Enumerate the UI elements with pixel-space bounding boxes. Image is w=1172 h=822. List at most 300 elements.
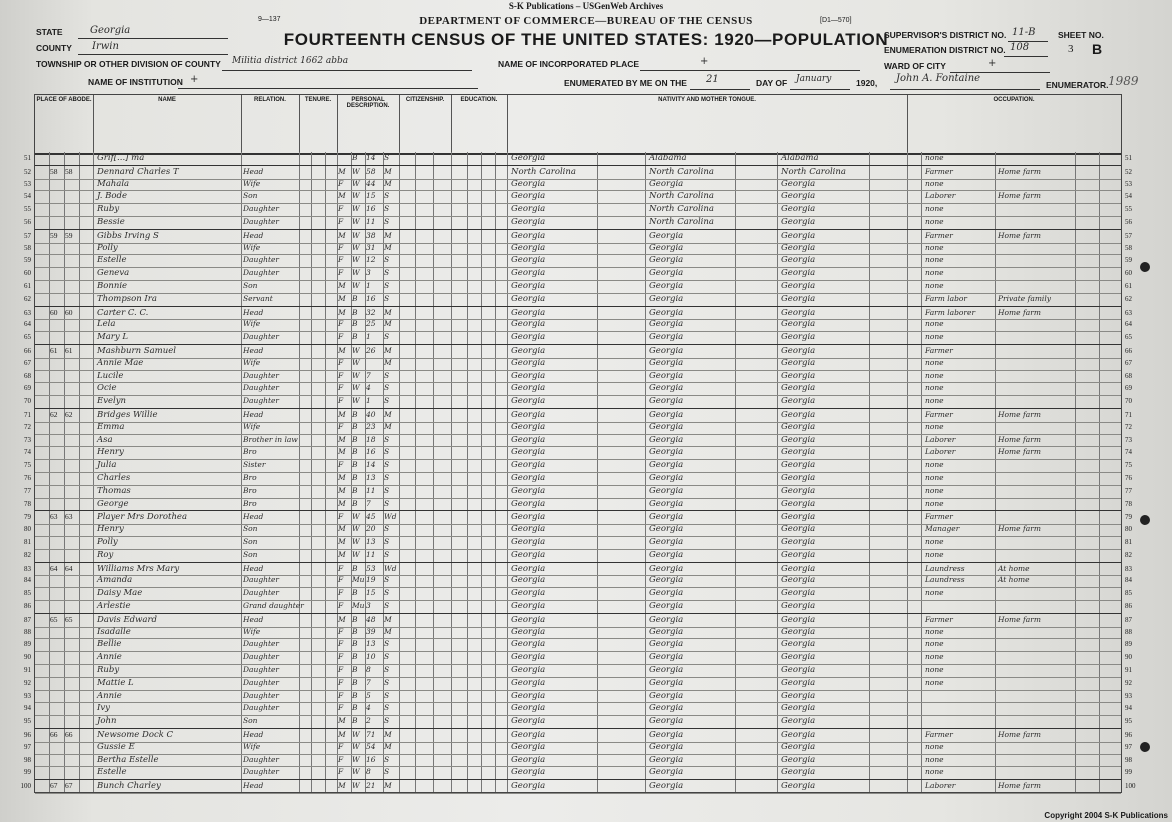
cell-age: 13 — [366, 639, 376, 649]
cell-born: Georgia — [511, 307, 546, 318]
cell-race: B — [352, 677, 358, 687]
header-citizenship: CITIZENSHIP. — [399, 95, 452, 153]
line-number-right: 90 — [1125, 653, 1132, 662]
table-row — [24, 331, 1132, 345]
cell-dw — [50, 741, 64, 753]
line-number-right: 98 — [1125, 755, 1132, 764]
cell-ms: S — [384, 370, 390, 380]
cell-born: Georgia — [511, 421, 546, 432]
cell-fborn: Georgia — [649, 498, 684, 509]
cell-rel: Head — [243, 166, 264, 176]
cell-fborn: Georgia — [649, 614, 684, 625]
cell-fam — [65, 536, 79, 548]
cell-name: Grif[...] ma — [97, 153, 145, 163]
cell-ind — [998, 357, 1074, 369]
incorporated-label: NAME OF INCORPORATED PLACE — [498, 59, 640, 69]
side-note: 1989 — [1108, 74, 1139, 88]
table-row — [24, 626, 1132, 640]
cell-sex: M — [338, 716, 346, 726]
line-number: 98 — [24, 755, 31, 764]
line-number-right: 77 — [1125, 486, 1132, 495]
cell-ms: S — [384, 677, 390, 687]
line-number-right: 52 — [1125, 167, 1132, 176]
cell-fam — [65, 203, 79, 215]
cell-name: Bridges Willie — [97, 410, 158, 420]
cell-name: Polly — [97, 537, 118, 547]
cell-rel: Head — [243, 512, 264, 522]
cell-dw — [50, 485, 64, 497]
cell-name: Ruby — [97, 204, 120, 215]
cell-name: Estelle — [97, 255, 127, 266]
cell-born: Georgia — [511, 524, 546, 535]
cell-age: 7 — [366, 370, 371, 380]
cell-mborn: Georgia — [781, 230, 816, 241]
cell-race: B — [352, 447, 358, 457]
cell-ms: S — [384, 639, 390, 649]
header-tenure: TENURE. — [299, 95, 338, 153]
cell-rel: Brother in law — [243, 434, 298, 444]
cell-ind — [998, 382, 1074, 394]
cell-fam — [65, 715, 79, 727]
cell-fborn: Georgia — [649, 242, 684, 253]
cell-mborn: Georgia — [781, 754, 816, 765]
cell-name: Henry — [97, 524, 124, 535]
cell-rel: Daughter — [243, 754, 279, 764]
line-number: 53 — [24, 179, 31, 188]
cell-ms: S — [384, 767, 390, 777]
cell-name: Player Mrs Dorothea — [97, 512, 188, 523]
line-number-right: 86 — [1125, 602, 1132, 610]
cell-fborn: Georgia — [649, 767, 684, 778]
cell-fborn: Georgia — [649, 421, 684, 432]
cell-ind — [998, 549, 1074, 561]
cell-born: Georgia — [511, 485, 546, 496]
cell-fam: 66 — [65, 730, 73, 739]
line-number: 65 — [24, 333, 31, 342]
cell-born: Georgia — [511, 153, 546, 163]
cell-rel: Daughter — [243, 652, 279, 662]
line-number-right: 99 — [1125, 768, 1132, 777]
cell-ind — [998, 254, 1074, 266]
cell-dw — [50, 664, 64, 676]
cell-occ: none — [925, 473, 944, 482]
table-row — [24, 690, 1132, 704]
cell-fborn: Georgia — [649, 741, 684, 752]
cell-occ: Farmer — [925, 730, 953, 739]
cell-ms: S — [384, 524, 390, 534]
cell-mborn: Georgia — [781, 460, 816, 471]
cell-born: Georgia — [511, 434, 546, 445]
cell-age: 16 — [366, 293, 376, 303]
cell-race: W — [352, 383, 360, 393]
cell-rel: Head — [243, 230, 264, 240]
cell-race: B — [352, 614, 358, 624]
cell-ms: S — [384, 293, 390, 303]
cell-born: Georgia — [511, 268, 546, 279]
cell-rel: Servant — [243, 293, 273, 303]
ward-label: WARD OF CITY — [884, 61, 946, 71]
cell-ms: S — [384, 153, 390, 162]
line-number-right: 83 — [1125, 564, 1132, 573]
cell-occ: Laborer — [925, 447, 956, 457]
cell-dw — [50, 421, 64, 433]
cell-rel — [243, 152, 297, 164]
cell-race: B — [352, 665, 358, 674]
cell-name: John — [97, 716, 117, 727]
cell-rel: Daughter — [243, 332, 279, 342]
cell-dw — [50, 446, 64, 458]
cell-occ: none — [925, 754, 944, 764]
cell-born: Georgia — [511, 677, 546, 688]
cell-mborn: Georgia — [781, 575, 816, 586]
cell-ind — [998, 280, 1074, 292]
cell-sex: F — [338, 255, 344, 265]
cell-race: W — [352, 346, 360, 355]
line-number-right: 54 — [1125, 192, 1132, 201]
cell-born: Georgia — [511, 460, 546, 471]
cell-rel: Head — [243, 307, 264, 317]
year-label: 1920, — [856, 78, 878, 88]
cell-fborn: Georgia — [649, 730, 684, 740]
cell-born: Georgia — [511, 614, 546, 625]
cell-race: W — [352, 281, 360, 290]
line-number-right: 71 — [1125, 411, 1132, 419]
cell-ind — [998, 459, 1074, 471]
cell-dw: 62 — [50, 410, 58, 419]
table-row — [20, 779, 1136, 794]
cell-born: Georgia — [511, 781, 546, 792]
cell-fborn: Georgia — [649, 383, 684, 394]
state-label: STATE — [36, 27, 63, 37]
cell-ms: S — [384, 396, 390, 406]
line-number: 93 — [24, 691, 31, 700]
cell-rel: Daughter — [243, 665, 279, 674]
cell-occ: Farmer — [925, 512, 953, 522]
enumerator-label: ENUMERATOR. — [1046, 80, 1109, 90]
cell-dw — [50, 626, 64, 638]
cell-name: Amanda — [97, 575, 133, 586]
cell-fborn: North Carolina — [649, 204, 714, 215]
cell-ms: S — [384, 754, 390, 764]
cell-ms: S — [384, 652, 390, 662]
table-row — [24, 766, 1132, 780]
cell-name: Annie — [97, 690, 122, 701]
cell-fborn: Georgia — [649, 639, 684, 650]
cell-occ: none — [925, 677, 944, 687]
cell-rel: Daughter — [243, 217, 279, 226]
cell-born: Georgia — [511, 716, 546, 727]
cell-born: Georgia — [511, 498, 546, 509]
line-number: 57 — [24, 231, 31, 240]
line-number-right: 69 — [1125, 384, 1132, 393]
cell-dw — [50, 638, 64, 650]
cell-ind — [998, 421, 1074, 433]
cell-mborn: Georgia — [781, 601, 816, 611]
cell-ind — [998, 498, 1074, 510]
cell-name: Roy — [97, 549, 114, 560]
cell-fam — [65, 754, 79, 766]
cell-fborn: Georgia — [649, 434, 684, 445]
cell-ms: M — [384, 242, 392, 252]
cell-born: Georgia — [511, 319, 546, 330]
cell-race: W — [352, 178, 360, 188]
cell-name: Lela — [97, 319, 116, 330]
cell-sex: F — [338, 512, 344, 522]
cell-born: Georgia — [511, 293, 546, 304]
cell-dw — [50, 651, 64, 663]
line-number-right: 82 — [1125, 550, 1132, 559]
cell-age: 7 — [366, 498, 371, 508]
cell-occ: Farmer — [925, 614, 953, 624]
line-number-right: 100 — [1125, 782, 1136, 791]
line-number-right: 75 — [1125, 461, 1132, 470]
cell-sex: F — [338, 370, 344, 380]
cell-ind — [998, 511, 1074, 523]
cell-rel: Wife — [243, 421, 261, 431]
cell-ms: S — [384, 549, 390, 559]
cell-ind — [998, 485, 1074, 497]
cell-rel: Daughter — [243, 268, 279, 278]
cell-fam — [65, 523, 79, 535]
cell-fam — [65, 664, 79, 676]
cell-dw — [50, 600, 64, 612]
cell-race: W — [352, 767, 360, 777]
cell-race: B — [352, 293, 358, 303]
cell-fam — [65, 242, 79, 254]
cell-sex: F — [338, 754, 344, 764]
cell-age: 21 — [366, 781, 376, 791]
cell-mborn: Georgia — [781, 447, 816, 458]
line-number: 87 — [24, 615, 31, 624]
cell-occ: none — [925, 665, 944, 674]
cell-name: Thomas — [97, 485, 131, 496]
cell-fborn: Georgia — [649, 716, 684, 727]
cell-born: Georgia — [511, 255, 546, 266]
line-number: 97 — [24, 742, 31, 751]
cell-occ: none — [925, 652, 944, 662]
cell-age: 10 — [366, 652, 376, 662]
cell-name: Mashburn Samuel — [97, 346, 176, 356]
cell-age: 19 — [366, 575, 376, 585]
cell-occ: Farm labor — [925, 293, 968, 303]
table-row — [24, 434, 1132, 448]
line-number: 75 — [24, 461, 31, 470]
cell-name: Davis Edward — [97, 614, 157, 625]
cell-name: Isadalle — [97, 626, 131, 637]
header-nativity: NATIVITY AND MOTHER TONGUE. — [507, 95, 908, 153]
cell-race: B — [352, 716, 358, 726]
line-number: 68 — [24, 371, 31, 380]
cell-ind — [998, 472, 1074, 484]
cell-ind: Home farm — [998, 307, 1041, 317]
cell-ms: S — [384, 473, 390, 482]
table-row — [24, 293, 1132, 307]
column-header-band — [34, 94, 1122, 155]
cell-ind: Home farm — [998, 410, 1041, 419]
cell-occ — [925, 702, 993, 714]
cell-ind — [998, 318, 1074, 330]
line-number: 66 — [24, 347, 31, 355]
cell-age: 14 — [366, 460, 376, 470]
cell-dw — [50, 523, 64, 535]
cell-age: 11 — [366, 549, 376, 559]
line-number-right: 73 — [1125, 435, 1132, 444]
line-number-right: 96 — [1125, 731, 1132, 739]
cell-fam — [65, 434, 79, 446]
cell-fam — [65, 190, 79, 202]
cell-ind — [998, 587, 1074, 599]
cell-rel: Head — [243, 563, 264, 573]
line-number-right: 74 — [1125, 448, 1132, 457]
line-number: 64 — [24, 320, 31, 329]
cell-mborn: Georgia — [781, 512, 816, 523]
cell-dw: 61 — [50, 346, 58, 355]
cell-fborn: Georgia — [649, 524, 684, 535]
cell-race: B — [352, 307, 358, 317]
cell-ms: S — [384, 588, 390, 598]
cell-age: 18 — [366, 434, 376, 444]
cell-fborn: Georgia — [649, 473, 684, 483]
cell-dw — [50, 754, 64, 766]
cell-fam: 61 — [65, 346, 73, 355]
cell-fborn: Georgia — [649, 781, 684, 792]
cell-race: W — [352, 754, 360, 764]
cell-sex: F — [338, 383, 344, 393]
cell-occ: none — [925, 421, 944, 431]
table-row — [24, 715, 1132, 729]
cell-race: W — [352, 230, 360, 240]
cell-dw — [50, 293, 64, 305]
cell-rel: Daughter — [243, 703, 279, 713]
cell-sex: M — [338, 191, 346, 201]
enum-district-value: 108 — [1010, 42, 1030, 53]
line-number: 80 — [24, 525, 31, 534]
cell-race: W — [352, 396, 360, 406]
publisher-banner: S-K Publications – USGenWeb Archives — [508, 1, 664, 11]
cell-dw: 63 — [50, 512, 58, 522]
cell-fborn: Georgia — [649, 485, 684, 496]
cell-age: 58 — [366, 166, 376, 176]
cell-rel: Bro — [243, 447, 257, 457]
cell-fborn: Georgia — [649, 460, 684, 471]
cell-fborn: Georgia — [649, 332, 684, 343]
line-number-right: 68 — [1125, 371, 1132, 380]
county-label: COUNTY — [36, 43, 72, 53]
cell-ms: S — [384, 383, 390, 393]
cell-rel: Daughter — [243, 383, 279, 393]
cell-rel: Head — [243, 410, 264, 419]
cell-race: W — [352, 549, 360, 559]
copyright-notice: Copyright 2004 S-K Publications — [1044, 811, 1168, 820]
cell-occ: none — [925, 639, 944, 649]
line-number: 63 — [24, 308, 31, 317]
cell-occ: none — [925, 498, 944, 508]
cell-fborn: Georgia — [649, 703, 684, 714]
table-row — [24, 498, 1132, 512]
cell-occ: none — [925, 549, 944, 559]
cell-name: Gussie E — [97, 741, 135, 752]
incorporated-value: + — [700, 56, 709, 67]
line-number-right: 64 — [1125, 320, 1132, 329]
line-number-right: 57 — [1125, 231, 1132, 240]
ward-value: + — [988, 58, 997, 69]
cell-ind — [998, 536, 1074, 548]
cell-name: Bonnie — [97, 281, 128, 291]
cell-fborn: North Carolina — [649, 217, 714, 227]
cell-dw — [50, 178, 64, 190]
cell-occ: none — [925, 153, 944, 162]
table-row — [24, 600, 1132, 614]
cell-fam — [65, 766, 79, 778]
sheet-value: 3 — [1068, 43, 1074, 55]
cell-occ: none — [925, 178, 944, 188]
cell-fborn: Georgia — [649, 230, 684, 241]
line-number-right: 81 — [1125, 538, 1132, 546]
cell-born: Georgia — [511, 767, 546, 778]
cell-name: George — [97, 498, 129, 509]
cell-race: B — [352, 588, 358, 598]
line-number-right: 70 — [1125, 397, 1132, 406]
line-number-right: 95 — [1125, 717, 1132, 726]
state-value: Georgia — [90, 25, 131, 36]
cell-fam — [65, 690, 79, 702]
cell-rel: Son — [243, 191, 258, 201]
cell-fam — [65, 498, 79, 510]
cell-fam — [65, 587, 79, 599]
cell-name: Bessie — [97, 217, 125, 227]
cell-mborn: North Carolina — [781, 166, 846, 177]
cell-sex: F — [338, 767, 344, 777]
header-occupation: OCCUPATION. — [993, 97, 1035, 103]
cell-name: Estelle — [97, 767, 127, 778]
cell-mborn: Georgia — [781, 370, 816, 381]
line-number: 84 — [24, 576, 31, 585]
cell-mborn: Georgia — [781, 730, 816, 740]
cell-occ: none — [925, 383, 944, 393]
cell-fborn: Georgia — [649, 537, 684, 547]
cell-mborn: Georgia — [781, 690, 816, 701]
enumerated-day: 21 — [706, 74, 719, 85]
cell-dw — [50, 395, 64, 407]
cell-born: Georgia — [511, 410, 546, 420]
cell-born: Georgia — [511, 665, 546, 675]
cell-age: 25 — [366, 319, 376, 329]
table-row — [24, 638, 1132, 652]
cell-race: B — [352, 690, 358, 700]
table-row — [24, 446, 1132, 460]
cell-sex: M — [338, 293, 346, 303]
line-number: 85 — [24, 589, 31, 598]
line-number-right: 85 — [1125, 589, 1132, 598]
cell-sex: F — [338, 357, 344, 367]
cell-mborn: Georgia — [781, 383, 816, 394]
institution-label: NAME OF INSTITUTION — [88, 77, 183, 87]
cell-race: W — [352, 242, 360, 252]
cell-ms: M — [384, 626, 392, 636]
cell-age: 71 — [366, 730, 376, 739]
line-number: 61 — [24, 282, 31, 290]
cell-ind — [998, 690, 1074, 702]
cell-sex: F — [338, 588, 344, 598]
cell-race: Mu — [352, 575, 365, 585]
cell-sex: F — [338, 563, 344, 573]
cell-ind — [998, 331, 1074, 343]
cell-fam — [65, 357, 79, 369]
line-number: 77 — [24, 486, 31, 495]
cell-age: 1 — [366, 332, 371, 342]
cell-dw — [50, 382, 64, 394]
table-row — [24, 152, 1132, 166]
